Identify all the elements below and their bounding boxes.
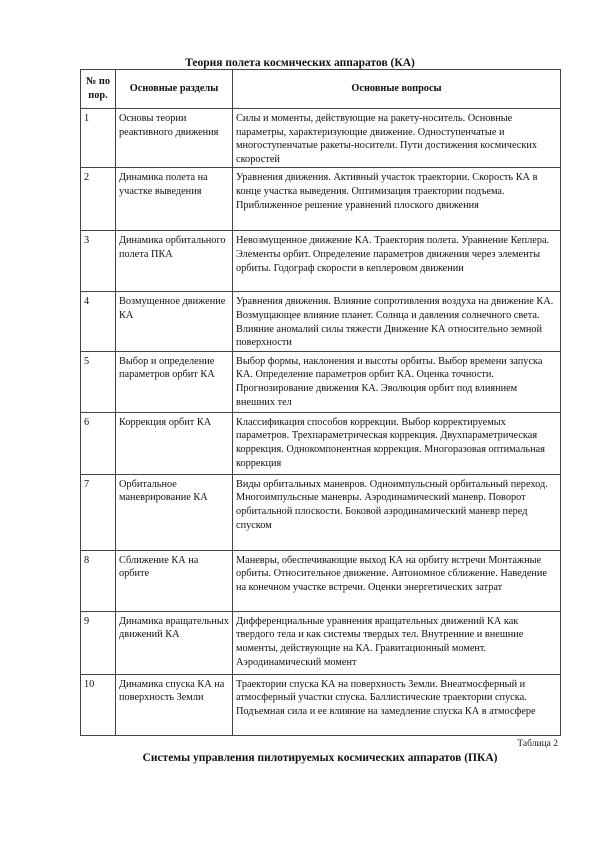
row-section: Выбор и определение параметров орбит КА <box>116 351 233 412</box>
table-row <box>81 412 561 474</box>
row-number: 4 <box>81 292 116 351</box>
next-section-title: Системы управления пилотируемых космических аппаратов (ПКА) <box>142 752 498 764</box>
row-section: Коррекция орбит КА <box>116 412 233 474</box>
row-questions: Невозмущенное движение КА. Траектория полета. Уравнение Кеплера. Элементы орбит. Определение параметров движения через элементы орбиты. Годограф скорости в кеплеровом движении <box>233 231 561 292</box>
row-section: Возмущенное движение КА <box>116 292 233 351</box>
row-section: Динамика вращательных движений КА <box>116 611 233 674</box>
row-number: 10 <box>81 674 116 735</box>
table-header-row <box>81 70 561 109</box>
table-row <box>81 474 561 550</box>
row-number: 1 <box>81 109 116 168</box>
table-row <box>81 109 561 168</box>
row-number: 2 <box>81 168 116 231</box>
topics-table <box>80 69 561 736</box>
table-row <box>81 351 561 412</box>
header-questions: Основные вопросы <box>233 70 561 109</box>
table-row <box>81 611 561 674</box>
row-number: 9 <box>81 611 116 674</box>
row-questions: Выбор формы, наклонения и высоты орбиты. Выбор времени запуска КА. Определение параметров орбит КА. Оценка точности. Прогнозирование движения КА. Эволюция орбит под влиянием внешних тел <box>233 351 561 412</box>
row-number: 6 <box>81 412 116 474</box>
table-row <box>81 168 561 231</box>
table-number-label: Таблица 2 <box>517 739 558 749</box>
row-section: Орбитальное маневрирование КА <box>116 474 233 550</box>
document-title: Теория полета космических аппаратов (КА) <box>185 57 415 69</box>
table-row <box>81 550 561 611</box>
row-section: Динамика орбитального полета ПКА <box>116 231 233 292</box>
row-questions: Классификация способов коррекции. Выбор корректируемых параметров. Трехпараметрическая коррекция. Двухпараметрическая коррекция. Однокомпонентная коррекция. Многоразовая оптимальная коррекция <box>233 412 561 474</box>
row-number: 7 <box>81 474 116 550</box>
row-section: Динамика полета на участке выведения <box>116 168 233 231</box>
row-section: Сближение КА на орбите <box>116 550 233 611</box>
row-section: Основы теории реактивного движения <box>116 109 233 168</box>
row-questions: Траектории спуска КА на поверхность Земли. Внеатмосферный и атмосферный участки спуска. Баллистические траектории спуска. Подъемная сила и ее влияние на замедление спуска КА в атмосфере <box>233 674 561 735</box>
row-questions: Дифференциальные уравнения вращательных движений КА как твердого тела и как системы твердых тел. Внутренние и внешние моменты, действующие на КА. Гравитационный момент. Аэродинамический момент <box>233 611 561 674</box>
row-questions: Уравнения движения. Влияние сопротивления воздуха на движение КА. Возмущающее влияние планет. Солнца и давления солнечного света. Влияние аномалий силы тяжести Движение КА относительно земной поверхности <box>233 292 561 351</box>
table-row <box>81 231 561 292</box>
row-section: Динамика спуска КА на поверхность Земли <box>116 674 233 735</box>
row-questions: Виды орбитальных маневров. Одноимпульсный орбитальный переход. Многоимпульсные маневры. Аэродинамический маневр. Поворот орбитальной плоскости. Боковой аэродинамический маневр перед спуском <box>233 474 561 550</box>
header-number: № по пор. <box>81 70 116 109</box>
row-number: 5 <box>81 351 116 412</box>
row-number: 3 <box>81 231 116 292</box>
row-number: 8 <box>81 550 116 611</box>
table-row <box>81 292 561 351</box>
row-questions: Силы и моменты, действующие на ракету-носитель. Основные параметры, характеризующие движение. Одноступенчатые и многоступенчатые ракеты-носители. Пути достижения космических скоростей <box>233 109 561 168</box>
row-questions: Уравнения движения. Активный участок траектории. Скорость КА в конце участка выведения. Оптимизация траектории подъема. Приближенное решение уравнений плоского движения <box>233 168 561 231</box>
row-questions: Маневры, обеспечивающие выход КА на орбиту встречи Монтажные орбиты. Относительное движение. Автономное сближение. Наведение на конечном участке встречи. Оценки энергетических затрат <box>233 550 561 611</box>
table-row <box>81 674 561 735</box>
header-section: Основные разделы <box>116 70 233 109</box>
